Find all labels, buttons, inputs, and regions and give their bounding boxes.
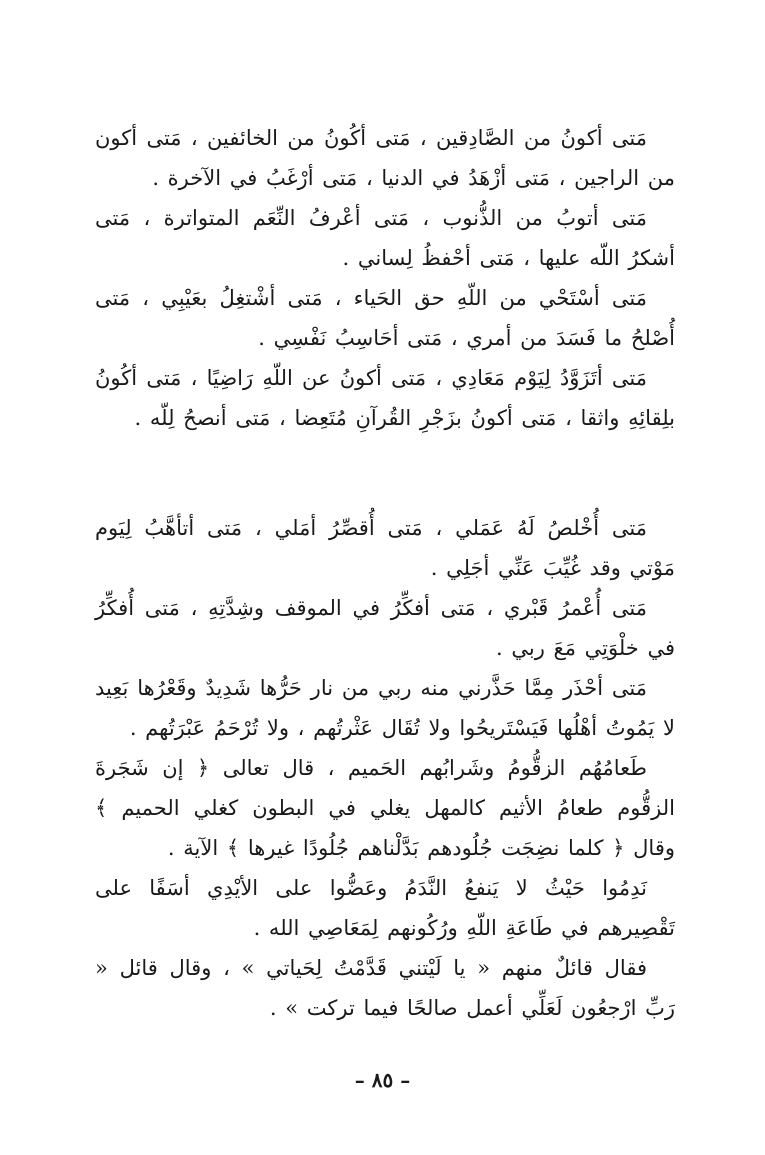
paragraph: مَتى أكونُ من الصَّادِقين ، مَتى أكُونُ من الخائفين ، مَتى أكون من الراجين ، مَتى أزْهَدُ في الدنيا ، مَتى أرْغَبُ في الآخرة . — [95, 126, 675, 190]
paragraph: فقال قائلٌ منهم « يا لَيْتني قَدَّمْتُ لِحَياتي » ، وقال قائل « رَبِّ ارْجعُون لَعَلِّي أعمل صالحًا فيما تركت » . — [95, 956, 675, 1020]
text-section-2 — [95, 508, 675, 1028]
paragraph: مَتى أحْذَر مِمَّا حَذَّرني منه ربي من نار حَرُّها شَدِيدٌ وقَعْرُها بَعِيد لا يَمُوتُ أهْلُها فَيَسْتَريحُوا ولا تُقَال عَثْرتُهم ، ولا تُرْحَمُ عَبْرَتُهم . — [95, 676, 675, 740]
paragraph: مَتى أُخْلصُ لَهُ عَمَلي ، مَتى أُقصِّرُ أمَلي ، مَتى أتأهَّبُ لِيَوم مَوْتي وقد غُيِّبَ عَنِّي أجَلِي . — [95, 516, 675, 580]
paragraph: مَتى أتوبُ من الذُّنوب ، مَتى أعْرفُ النِّعَم المتواترة ، مَتى أشكرُ اللّه عليها ، مَتى أحْفظُ لِساني . — [95, 206, 675, 270]
paragraph: مَتى أسْتَحْي من اللّهِ حق الحَياء ، مَتى أشْتغِلُ بعَيْبِي ، مَتى أُصْلحُ ما فَسَدَ من أمري ، مَتى أحَاسِبُ نَفْسِي . — [95, 286, 675, 350]
paragraph: نَدِمُوا حَيْثُ لا يَنفعُ النَّدَمُ وعَضُّوا على الأيْدِي أسَفًا على تَقْصِيرهم في طَاعَةِ اللّهِ ورُكُونهم لِمَعَاصِي الله . — [95, 876, 675, 940]
paragraph: مَتى أُعْمرُ قَبْري ، مَتى أفكِّرُ في الموقف وشِدَّتِهِ ، مَتى أُفكِّرُ في خلْوَتِي مَعَ ربي . — [95, 596, 675, 660]
paragraph: طَعامُهُم الزقُّومُ وشَرابُهم الحَميم ، قال تعالى ﴿ إن شَجَرةَ الزقُّوم طعامُ الأثيم كالمهل يغلي في البطون كغلي الحميم ﴾ وقال ﴿ كلما نضِجَت جُلُودهم بَدَّلْناهم جُلُودًا غيرها ﴾ الآية . — [95, 756, 675, 860]
text-section-1 — [95, 118, 675, 438]
page-number: – ٨٥ – — [354, 1068, 411, 1092]
paragraph: مَتى أتَزَوَّدُ لِيَوْم مَعَادِي ، مَتى أكونُ عن اللّهِ رَاضِيًا ، مَتى أكُونُ بلِقائِهِ واثقا ، مَتى أكونُ بزَجْرِ القُرآنِ مُتَعِضا ، مَتى أنصحُ لِلّه . — [95, 366, 675, 430]
